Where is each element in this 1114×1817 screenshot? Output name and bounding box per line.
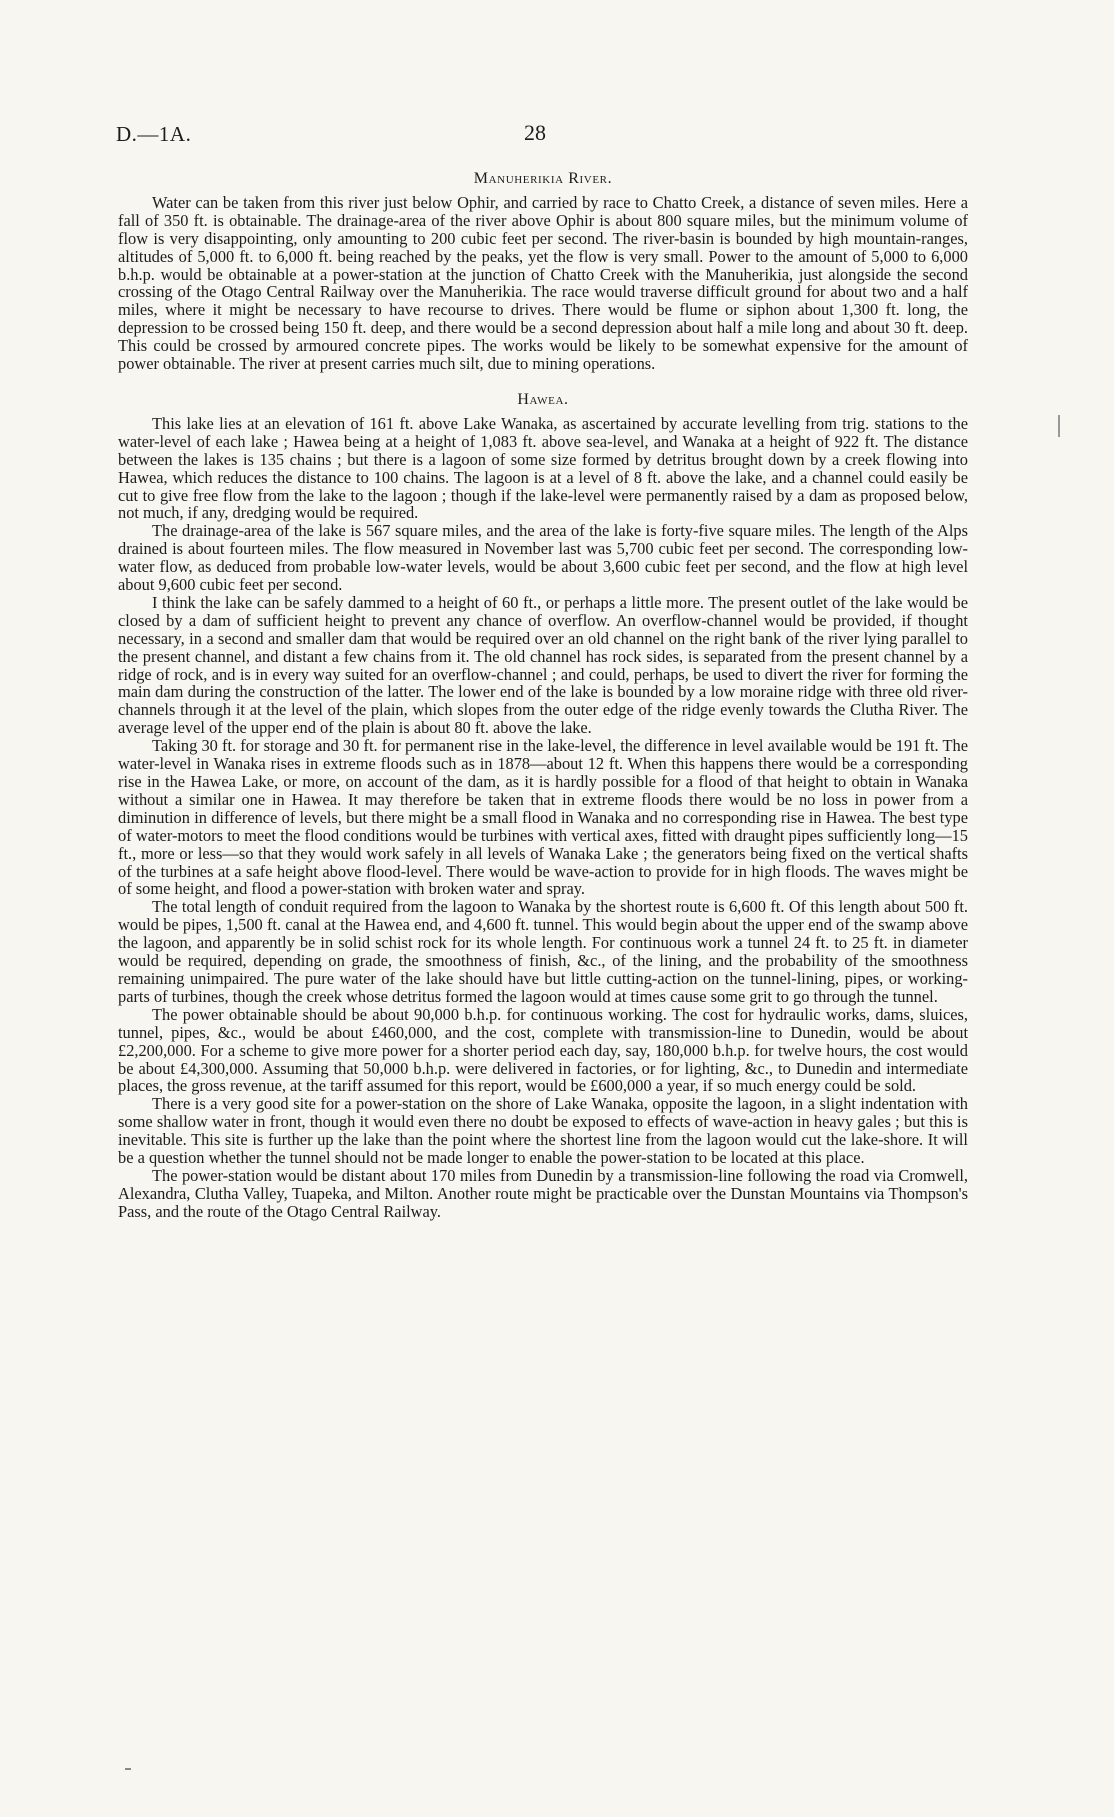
paragraph: The total length of conduit required from the lagoon to Wanaka by the shortest route is 6,600 ft. Of this length about 500 ft. would be pipes, 1,500 ft. canal at the Hawea end, and 4,600 ft. tunnel. This would begin about the upper end of the swamp above the lagoon, and apparently be in solid schist rock for its whole length. For continuous work a tunnel 24 ft. to 25 ft. in diameter would be required, depending on grade, the smoothness of finish, &c., of the lining, and the probability of the smoothness remaining unimpaired. The pure water of the lake should have but little cutting-action on the tunnel-lining, pipes, or working-parts of turbines, though the creek whose detritus formed the lagoon would at times cause some grit to go through the tunnel. bbox=[118, 897, 968, 1006]
paragraph: Water can be taken from this river just below Ophir, and carried by race to Chatto Creek, a distance of seven miles. Here a fall of 350 ft. is obtainable. The drainage-area of the river above Ophir is about 800 square miles, but the minimum volume of flow is very disappointing, only amounting to 200 cubic feet per second. The river-basin is bounded by high mountain-ranges, altitudes of 5,000 ft. to 6,000 ft. being reached by the peaks, yet the flow is very small. Power to the amount of 5,000 to 6,000 b.h.p. would be obtainable at a power-station at the junction of Chatto Creek with the Manuherikia, just alongside the second crossing of the Otago Central Railway over the Manuherikia. The race would traverse difficult ground for about two and a half miles, where it might be necessary to have recourse to drives. There would be flume or siphon about 1,300 ft. long, the depression to be crossed being 150 ft. deep, and there would be a second depression about half a mile long and about 30 ft. deep. This could be crossed by armoured concrete pipes. The works would be likely to be somewhat expensive for the amount of power obtainable. The river at present carries much silt, due to mining operations. bbox=[118, 192, 968, 374]
paragraph: This lake lies at an elevation of 161 ft. above Lake Wanaka, as ascertained by accurate levelling from trig. stations to the water-level of each lake ; Hawea being at a height of 1,083 ft. above sea-level, and Wanaka at a height of 922 ft. The distance between the lakes is 135 chains ; but there is a lagoon of some size formed by detritus brought down by a creek flowing into Hawea, which reduces the distance to 100 chains. The lagoon is at a level of 8 ft. above the lake, and a channel could easily be cut to give free flow from the lake to the lagoon ; though if the lake-level were permanently raised by a dam as proposed below, not much, if any, dredging would be required. bbox=[118, 413, 968, 523]
paragraph: The power-station would be distant about 170 miles from Dunedin by a transmission-line following the road via Cromwell, Alexandra, Clutha Valley, Tuapeka, and Milton. Another route might be practicable over the Dunstan Mountains via Thompson's Pass, and the route of the Otago Central Railway. bbox=[118, 1165, 968, 1221]
page-number: 28 bbox=[524, 120, 546, 145]
paragraph: The drainage-area of the lake is 567 square miles, and the area of the lake is forty-five square miles. The length of the Alps drained is about fourteen miles. The flow measured in November last was 5,700 cubic feet per second. The corresponding low-water flow, as deduced from probable low-water levels, would be about 3,600 cubic feet per second, and the flow at high level about 9,600 cubic feet per second. bbox=[118, 521, 968, 595]
page-body bbox=[118, 170, 968, 1221]
paragraph: I think the lake can be safely dammed to a height of 60 ft., or perhaps a little more. The present outlet of the lake would be closed by a dam of sufficient height to prevent any chance of overflow. An overflow-channel would be provided, if thought necessary, in a second and smaller dam that would be required over an old channel on the right bank of the river lying parallel to the present channel, and distant a few chains from it. The old channel has rock sides, is separated from the present channel by a ridge of rock, and is in every way suited for an overflow-channel ; and could, perhaps, be used to divert the river for forming the main dam during the construction of the latter. The lower end of the lake is bounded by a low moraine ridge with three old river-channels through it at the level of the plain, which slopes from the outer edge of the ridge evenly towards the Clutha River. The average level of the upper end of the plain is about 80 ft. above the lake. bbox=[118, 592, 968, 738]
section-heading-manuherikia: Manuherikia River. bbox=[473, 170, 613, 187]
scan-speck bbox=[125, 1768, 131, 1770]
paragraph: The power obtainable should be about 90,000 b.h.p. for continuous working. The cost for hydraulic works, dams, sluices, tunnel, pipes, &c., would be about £460,000, and the cost, complete with transmission-line to Dunedin, would be about £2,200,000. For a scheme to give more power for a shorter period each day, say, 180,000 b.h.p. for twelve hours, the cost would be about £4,300,000. Assuming that 50,000 b.h.p. were delivered in factories, or for lighting, &c., to Dunedin and intermediate places, the gross revenue, at the tariff assumed for this report, would be £600,000 a year, if so much energy could be sold. bbox=[118, 1004, 968, 1096]
paragraph: Taking 30 ft. for storage and 30 ft. for permanent rise in the lake-level, the difference in level available would be 191 ft. The water-level in Wanaka rises in extreme floods such as in 1878—about 12 ft. When this happens there would be a corresponding rise in the Hawea Lake, or more, on account of the dam, as it is hardly possible for a flood of that height to obtain in Wanaka without a similar one in Hawea. It may therefore be taken that in extreme floods there would be no loss in power from a diminution in difference of levels, but there might be a small flood in Wanaka and no corresponding rise in Hawea. The best type of water-motors to meet the flood conditions would be turbines with vertical axes, fitted with draught pipes sufficiently long—15 ft., more or less—so that they would work safely in all levels of Wanaka Lake ; the generators being fixed on the vertical shafts of the turbines at a safe height above flood-level. There would be wave-action to provide for in high floods. The waves might be of some height, and flood a power-station with broken water and spray. bbox=[118, 736, 968, 899]
section-heading-hawea: Hawea. bbox=[517, 390, 569, 408]
scan-speck bbox=[1058, 415, 1060, 437]
paragraph: There is a very good site for a power-station on the shore of Lake Wanaka, opposite the lagoon, in a slight indentation with some shallow water in front, though it would even there no doubt be exposed to effects of wave-action in heavy gales ; but this is inevitable. This site is further up the lake than the point where the shortest line from the lagoon would cut the lake-shore. It will be a question whether the tunnel should not be made longer to enable the power-station to be located at this place. bbox=[118, 1094, 968, 1168]
document-reference: D.—1A. bbox=[116, 122, 192, 146]
